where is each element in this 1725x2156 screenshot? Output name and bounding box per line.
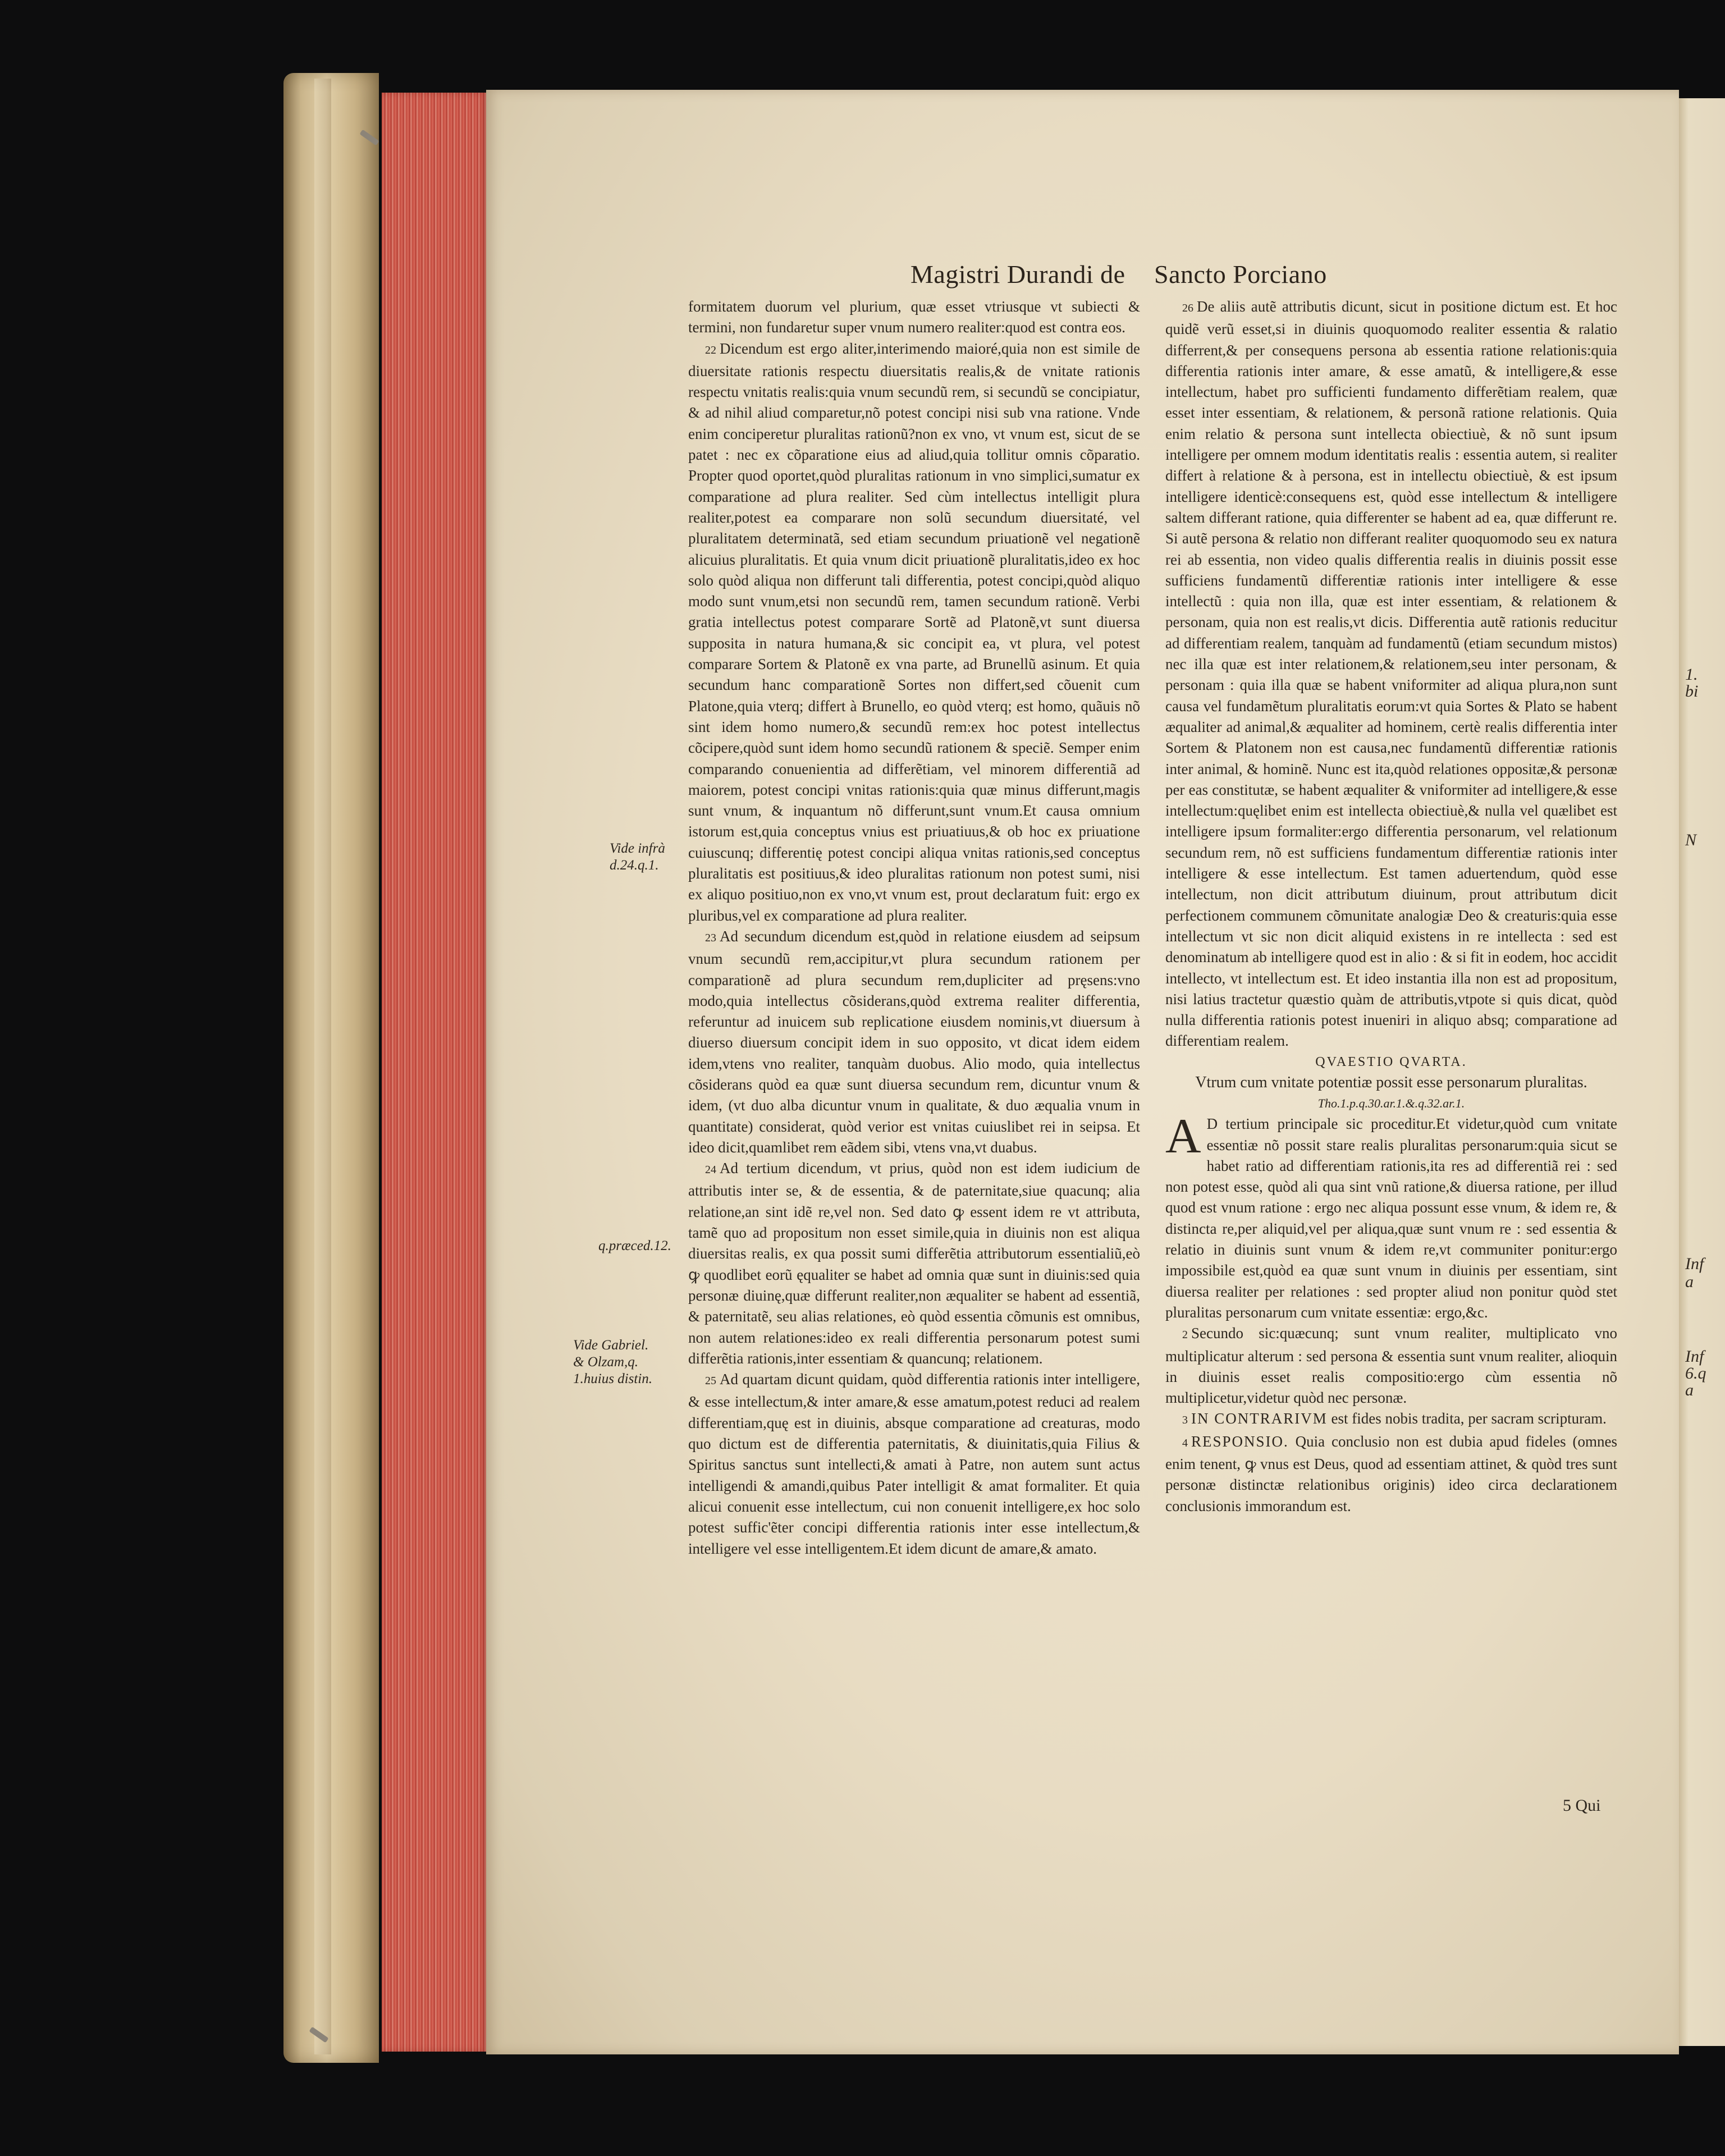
- question-reference: Tho.1.p.q.30.ar.1.&.q.32.ar.1.: [1317, 1096, 1465, 1110]
- next-page-fragment: bi: [1685, 682, 1699, 701]
- paragraph-23: 23 Ad secundum dicendum est,quòd in relatione eiusdem ad seipsum vnum secundũ rem,accipitur,vt plura secundum rationem per comparationẽ ad plura secundum rem,dupliciter ad pręsens:vno modo,quia intellectus cõsiderans,quòd extrema realiter differentia, referuntur ad inuicem sub replicatione eiusdem nominis,vt diuersum à diuerso diuersum concipit idem in suo opposito, vt dicat idem eidem idem,vtens vno realiter, tanquàm duobus. Alio modo, quia intellectus cõsiderans quòd ea quæ sunt diuersa secundum rem, dicuntur vnum & idem, (vt duo alba dicuntur vnum in qualitate, & duo æqualia vnum in quantitate) considerat, quòd verior est vnitas cuiuslibet rei in seipsa. Et ideo dicit,quamlibet rem eãdem sibi, vtens vna,vt duabus.: [688, 927, 1140, 1156]
- question-title: QVAESTIO QVARTA.: [1315, 1054, 1467, 1069]
- book-page: [486, 90, 1679, 2054]
- right-text-column: [1165, 296, 1617, 1517]
- question-subtitle: Vtrum cum vnitate potentiæ possit esse personarum pluralitas.: [1195, 1073, 1587, 1091]
- paragraph-q3: 3 IN CONTRARIVM est fides nobis tradita, per sacram scripturam.: [1182, 1410, 1607, 1427]
- binding-fold: [314, 79, 331, 2054]
- red-page-edges: [382, 93, 488, 2052]
- running-header-left: Magistri Durandi de: [910, 260, 1125, 289]
- paragraph-q4: 4 RESPONSIO. Quia conclusio non est dubia apud fideles (omnes enim tenent, ꝙ vnus est Deus, quod ad essentiam attinet, & quòd tres sunt personæ distinctæ relationibus originis) ideo circa declarationem conclusionis immorandum est.: [1165, 1432, 1617, 1514]
- margin-note-3: Vide Gabriel. & Olzam,q. 1.huius distin.: [573, 1338, 652, 1386]
- question-intro: A D tertium principale sic proceditur.Et videtur,quòd cum vnitate essentiæ nõ possit stare realis pluralitas personarum:quia sicut se habet ratio ad differentiam rationis,ita res ad differentiã rei : sed non potest esse, quòd ali qua sint vnũ ratione,& diuersa ratione, per illud quod est vnum ratione : ergo nec aliqua possunt esse vnum, & idem re, & distincta re,per aliquid,vel per aliqua,quæ sunt vnum re : sed essentia & relatio in diuinis sunt vnum & idem re,vt communiter ponitur:ergo impossibile est,quòd ea quæ sunt vnum in diuinis per essentiam, sint diuersa realiter per relationes : sed propter aliud non ponitur quòd stet pluralitas personarum cum vnitate essentiæ: ergo,&c.: [1165, 1109, 1617, 1321]
- next-page-fragment: Inf: [1685, 1347, 1704, 1366]
- next-page-fragment: Inf: [1685, 1255, 1704, 1273]
- book-binding: [283, 73, 379, 2063]
- paragraph-22: 22 Dicendum est ergo aliter,interimendo maioré,quia non est simile de diuersitate rationis respectu diuersitatis realis,& de vnitate rationis respectu vnitatis realis:quia vnum secundũ rem, si secundũ se concipiatur, & ad nihil aliud comparetur,nõ potest concipi nisi sub vna ratione. Vnde enim conciperetur pluralitas rationũ?non ex vno, vt vnum est, sicut de se patet : nec ex cõparatione eius ad aliud,quia tollitur omnis cõparatio. Propter quod oportet,quòd pluralitas rationum in vno simplici,sumatur ex comparatione ad plura realiter. Sed cùm intellectus intelligit plura realiter,potest ea comparare non solũ secundum diuersitaté, vel pluralitatem determinatã, sed etiam secundum priuationẽ vel negationẽ alicuius pluralitatis. Et quia vnum dicit priuationẽ pluralitatis,ideo ex hoc solo quòd aliqua non differunt tali differentia, potest concipi,quòd aliquo modo sunt vnum,etsi non secundũ rem, tamen secundum rationẽ. Verbi gratia intellectus potest comparare Sortẽ ad Platonẽ,vt sunt diuersa supposita in natura humana,& sic concipit ea, vt plura, vel potest comparare Sortem & Platonẽ ex vna parte, ad Brunellũ asinum. Et quia secundum hanc comparationẽ Sortes non differt,sed cõuenit cum Platone,quia vterq; differt à Brunello, eo quòd vterq; est homo, quãuis nõ sint idem homo numero,& secundũ rem:ex hoc potest intellectus cõcipere,quòd sunt idem homo secundũ rationem & speciẽ. Semper enim comparando conuenientia ad differẽtiam, vel minorem differentiã ad maiorem, potest concipi vnitas rationis:quia quæ minus differunt,magis sunt vnum, & inquantum nõ differunt,sunt vnum.Et causa omnium istorum est,quia conceptus vnius est priuatiuus,& ob hoc ex priuatione cuiuscunq; differentię potest concipi aliqua vnitas rationis,sed conceptus pluralitatis est positiuus,& ideo pluralitas rationum non potest sumi, nisi ex aliquo positiuo,non ex vno,vt vnum est, prout declaratum fuit: ergo ex pluribus,vel ex comparatione ad plura realiter.: [688, 340, 1140, 924]
- next-page-fragment: a: [1685, 1381, 1694, 1399]
- drop-cap: A: [1165, 1109, 1201, 1164]
- paragraph-25: 25 Ad quartam dicunt quidam, quòd differentia rationis inter intelligere, & esse intellectum,& inter amare,& esse amatum,potest reduci ad realem differentiam,quę est in diuinis, absque comparatione ad creaturas, modo quo dictum est de differentia paternitatis, & diuinitatis,quia Filius & Spiritus sanctus sunt intellecti,& amati à Patre, non autem sunt actus intelligendi & amandi,quibus Pater intelligit & amat formaliter. Et quia alicui conuenit esse intellectum, cui non conuenit intelligere,ex hoc solo potest suffic'ẽter concipi differentia rationis inter esse intellectum,& intelligere vel esse intelligentem.Et idem dicunt de amare,& amato.: [688, 1371, 1140, 1557]
- paragraph-continued: formitatem duorum vel plurium, quæ esset vtriusque vt subiecti & termini, non fundaretur super vnum numero realiter:quod est contra eos.: [688, 298, 1140, 336]
- margin-note-2: q.præced.12.: [598, 1238, 671, 1253]
- running-header-right: Sancto Porciano: [1154, 260, 1327, 289]
- paragraph-24: 24 Ad tertium dicendum, vt prius, quòd non est idem iudicium de attributis inter se, & de essentia, & de paternitate,siue quacunq; alia relatione,an sint idẽ re,vel non. Sed dato ꝙ essent idem re vt attributa, tamẽ quo ad propositum non esset simile,quia in diuinis non est aliqua diuersitas realis, ex qua possit sumi differẽtia attributorum essentialiũ,eò ꝙ quodlibet eorũ ęqualiter se habet ad omnia quæ sunt in diuinis:sed quia personæ diuinę,quæ differunt realiter,non æqualiter se habent ad essentiã, & paternitatẽ, seu alias relationes, eò quòd essentia cõmunis est omnibus, non autem relationes:ideo ex reali differentia personarum potest sumi differẽtia rationis,inter essentiam & quancunq; relationem.: [688, 1160, 1140, 1367]
- paragraph-26: 26 De aliis autẽ attributis dicunt, sicut in positione dictum est. Et hoc quidẽ verũ esset,si in diuinis quoquomodo realiter essentia & ralatio differrent,& per consequens persona ab essentia ratione relationis:quia differentia rationis inter amare, & esse amatũ, & intelligere,& esse intellectum, habet pro sufficienti fundamento differẽtiam realem, quæ esset inter essentiam, & relationem, & personã ratione relationis. Quia enim relatio & persona sunt intellecta obiectiuè, & nõ sunt ipsum intelligere per omnem modum identitatis realis : essentia autem, si realiter differt à relatione & à persona, est in intellectu obiectiuè, & est ipsum intelligere identicè:consequens est, quòd esse intellectum & intelligere saltem differant ratione, quia differenter se habent ad ea, quæ differunt re. Si autẽ persona & relatio non differant realiter quoquomodo seu ex natura rei ab essentia, non video qualis differentia realis in diuinis possit esse sufficiens fundamentũ differentiæ rationis inter intelligere & esse intellectũ : quia non illa, quæ est inter essentiam, & relationem & personam, quia non est realis,vt dicis. Differentia autẽ rationis reducitur ad differentiam realem, tanquàm ad fundamentũ (etiam secundum mistos) nec illa quæ est inter relationem,& relationem,seu inter personam, & personam : quia illa quæ se habent vniformiter ad aliqua plura,non sunt causa vel fundamẽtum pluralitatis eorum:vt quia Sortes & Plato se habent æqualiter ad animal,& æqualiter ad hominem, certè realis differentia inter Sortem & Platonem non est causa,nec fundamentũ differentiæ rationis inter animal, & hominẽ. Nunc est ita,quòd relationes oppositæ,& personæ per eas constitutæ, se habent æqualiter & vniformiter ad intelligere,& esse intellectum:quęlibet enim est intellecta obiectiuè,& nulla vel quælibet est intelligere ipsum formaliter:ergo differentia personarum, vel relationum secundum rem, nõ est sufficiens fundamentum differentiæ rationis inter intelligere & esse intellectum. Est tamen aduertendum, quòd esse intellectum, non dicit attributum diuinum, prout attributum dicit perfectionem communem cõmunitate analogiæ Deo & creaturis:quia esse intellectum vt sic non dicit aliquid existens in re intellecta : sed est denominatum ab intelligere quod est in alio : & si fit in eodem, hoc accidit intellecto, vt intellectum est. Et ideo instantia illa non est ad propositum, nisi latius tractetur quæstio quàm de attributis,vtpote si quis dicat, quòd nulla differentia rationis potest inueniri in aliquo absq; comparatione ad differentiam realem.: [1165, 298, 1617, 1050]
- next-page-edge: [1673, 98, 1725, 2046]
- paragraph-q2: 2 Secundo sic:quæcunq; sunt vnum realiter, multiplicato vno multiplicatur alterum : sed persona & essentia sunt vnum realiter, alioquin in diuinis esset realis compositio:ergo cùm essentia nõ multiplicetur,videtur quòd nec personæ.: [1165, 1325, 1617, 1407]
- next-page-fragment: 1.: [1685, 665, 1698, 684]
- catchword: 5 Qui: [1563, 1796, 1601, 1815]
- next-page-fragment: a: [1685, 1272, 1694, 1291]
- next-page-fragment: 6.q: [1685, 1364, 1706, 1383]
- margin-note-1: Vide infrà d.24.q.1.: [610, 841, 665, 873]
- left-text-column: [688, 296, 1140, 1559]
- next-page-fragment: N: [1685, 831, 1697, 849]
